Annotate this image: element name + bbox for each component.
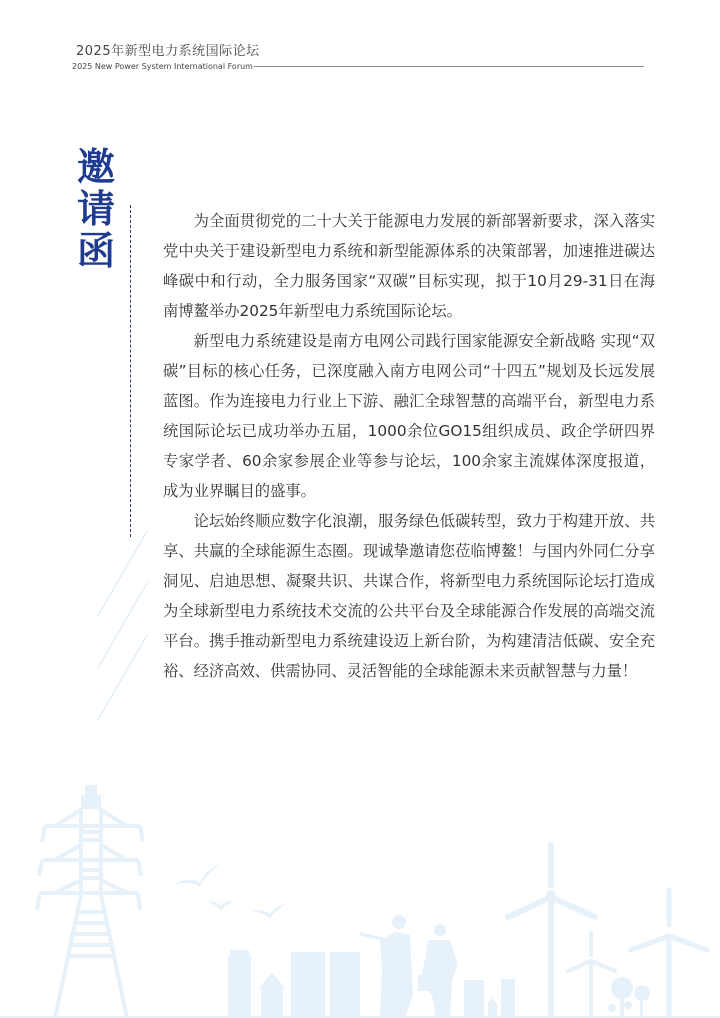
bird-icon (252, 903, 288, 918)
title-char: 邀 (76, 145, 115, 189)
buildings-icon (228, 950, 360, 1018)
wind-turbine-icon (508, 845, 595, 1018)
title-char: 请 (76, 187, 115, 231)
bird-icon (173, 864, 220, 887)
diagonal-line (97, 530, 148, 617)
paragraph: 为全面贯彻党的二十大关于能源电力发展的新部署新要求，深入落实党中央关于建设新型电力系统和新型能源体系的决策部署，加速推进碳达峰碳中和行动，全力服务国家“双碳”目标实现，拟于10月29-31日在海南博鳌举办2025年新型电力系统国际论坛。 (163, 212, 655, 320)
page-title (74, 146, 118, 272)
paragraph: 论坛始终顺应数字化浪潮，服务绿色低碳转型，致力于构建开放、共享、共赢的全球能源生态圈。现诚挚邀请您莅临博鳌！与国内外同仁分享洞见、启迪思想、凝聚共识、共谋合作，将新型电力系统国际论坛打造成为全球新型电力系统技术交流的公共平台及全球能源合作发展的高端交流平台。携手推动新型电力系统建设迈上新台阶，为构建清洁低碳、安全充裕、经济高效、供需协同、灵活智能的全球能源未来贡献智慧与力量！ (163, 512, 655, 680)
bird-icon (208, 902, 235, 911)
transmission-tower-icon (37, 787, 143, 1018)
diagonal-line (97, 634, 148, 721)
trees-icon (608, 977, 650, 1018)
wind-turbine-icon (551, 900, 615, 1018)
header-title-en: 2025 New Power System International Forum (72, 62, 253, 71)
invitation-body (163, 206, 655, 686)
header-divider (254, 66, 644, 67)
diagonal-line (97, 582, 148, 669)
header-title-cn: 2025年新型电力系统国际论坛 (76, 44, 260, 59)
energy-landscape-illustration (0, 760, 720, 1018)
dashed-divider (130, 205, 131, 537)
paragraph: 新型电力系统建设是南方电网公司践行国家能源安全新战略 实现“双碳”目标的核心任务，已深度融入南方电网公司“十四五”规划及长远发展蓝图。作为连接电力行业上下游、融汇全球智慧的高端平台，新型电力系统国际论坛已成功举办五届，1000余位GO15组织成员、政企学研四界专家学者、60余家参展企业等参与论坛，100余家主流媒体深度报道，成为业界瞩目的盛事。 (163, 332, 655, 500)
title-char: 函 (76, 229, 115, 273)
workers-icon (360, 915, 458, 1018)
